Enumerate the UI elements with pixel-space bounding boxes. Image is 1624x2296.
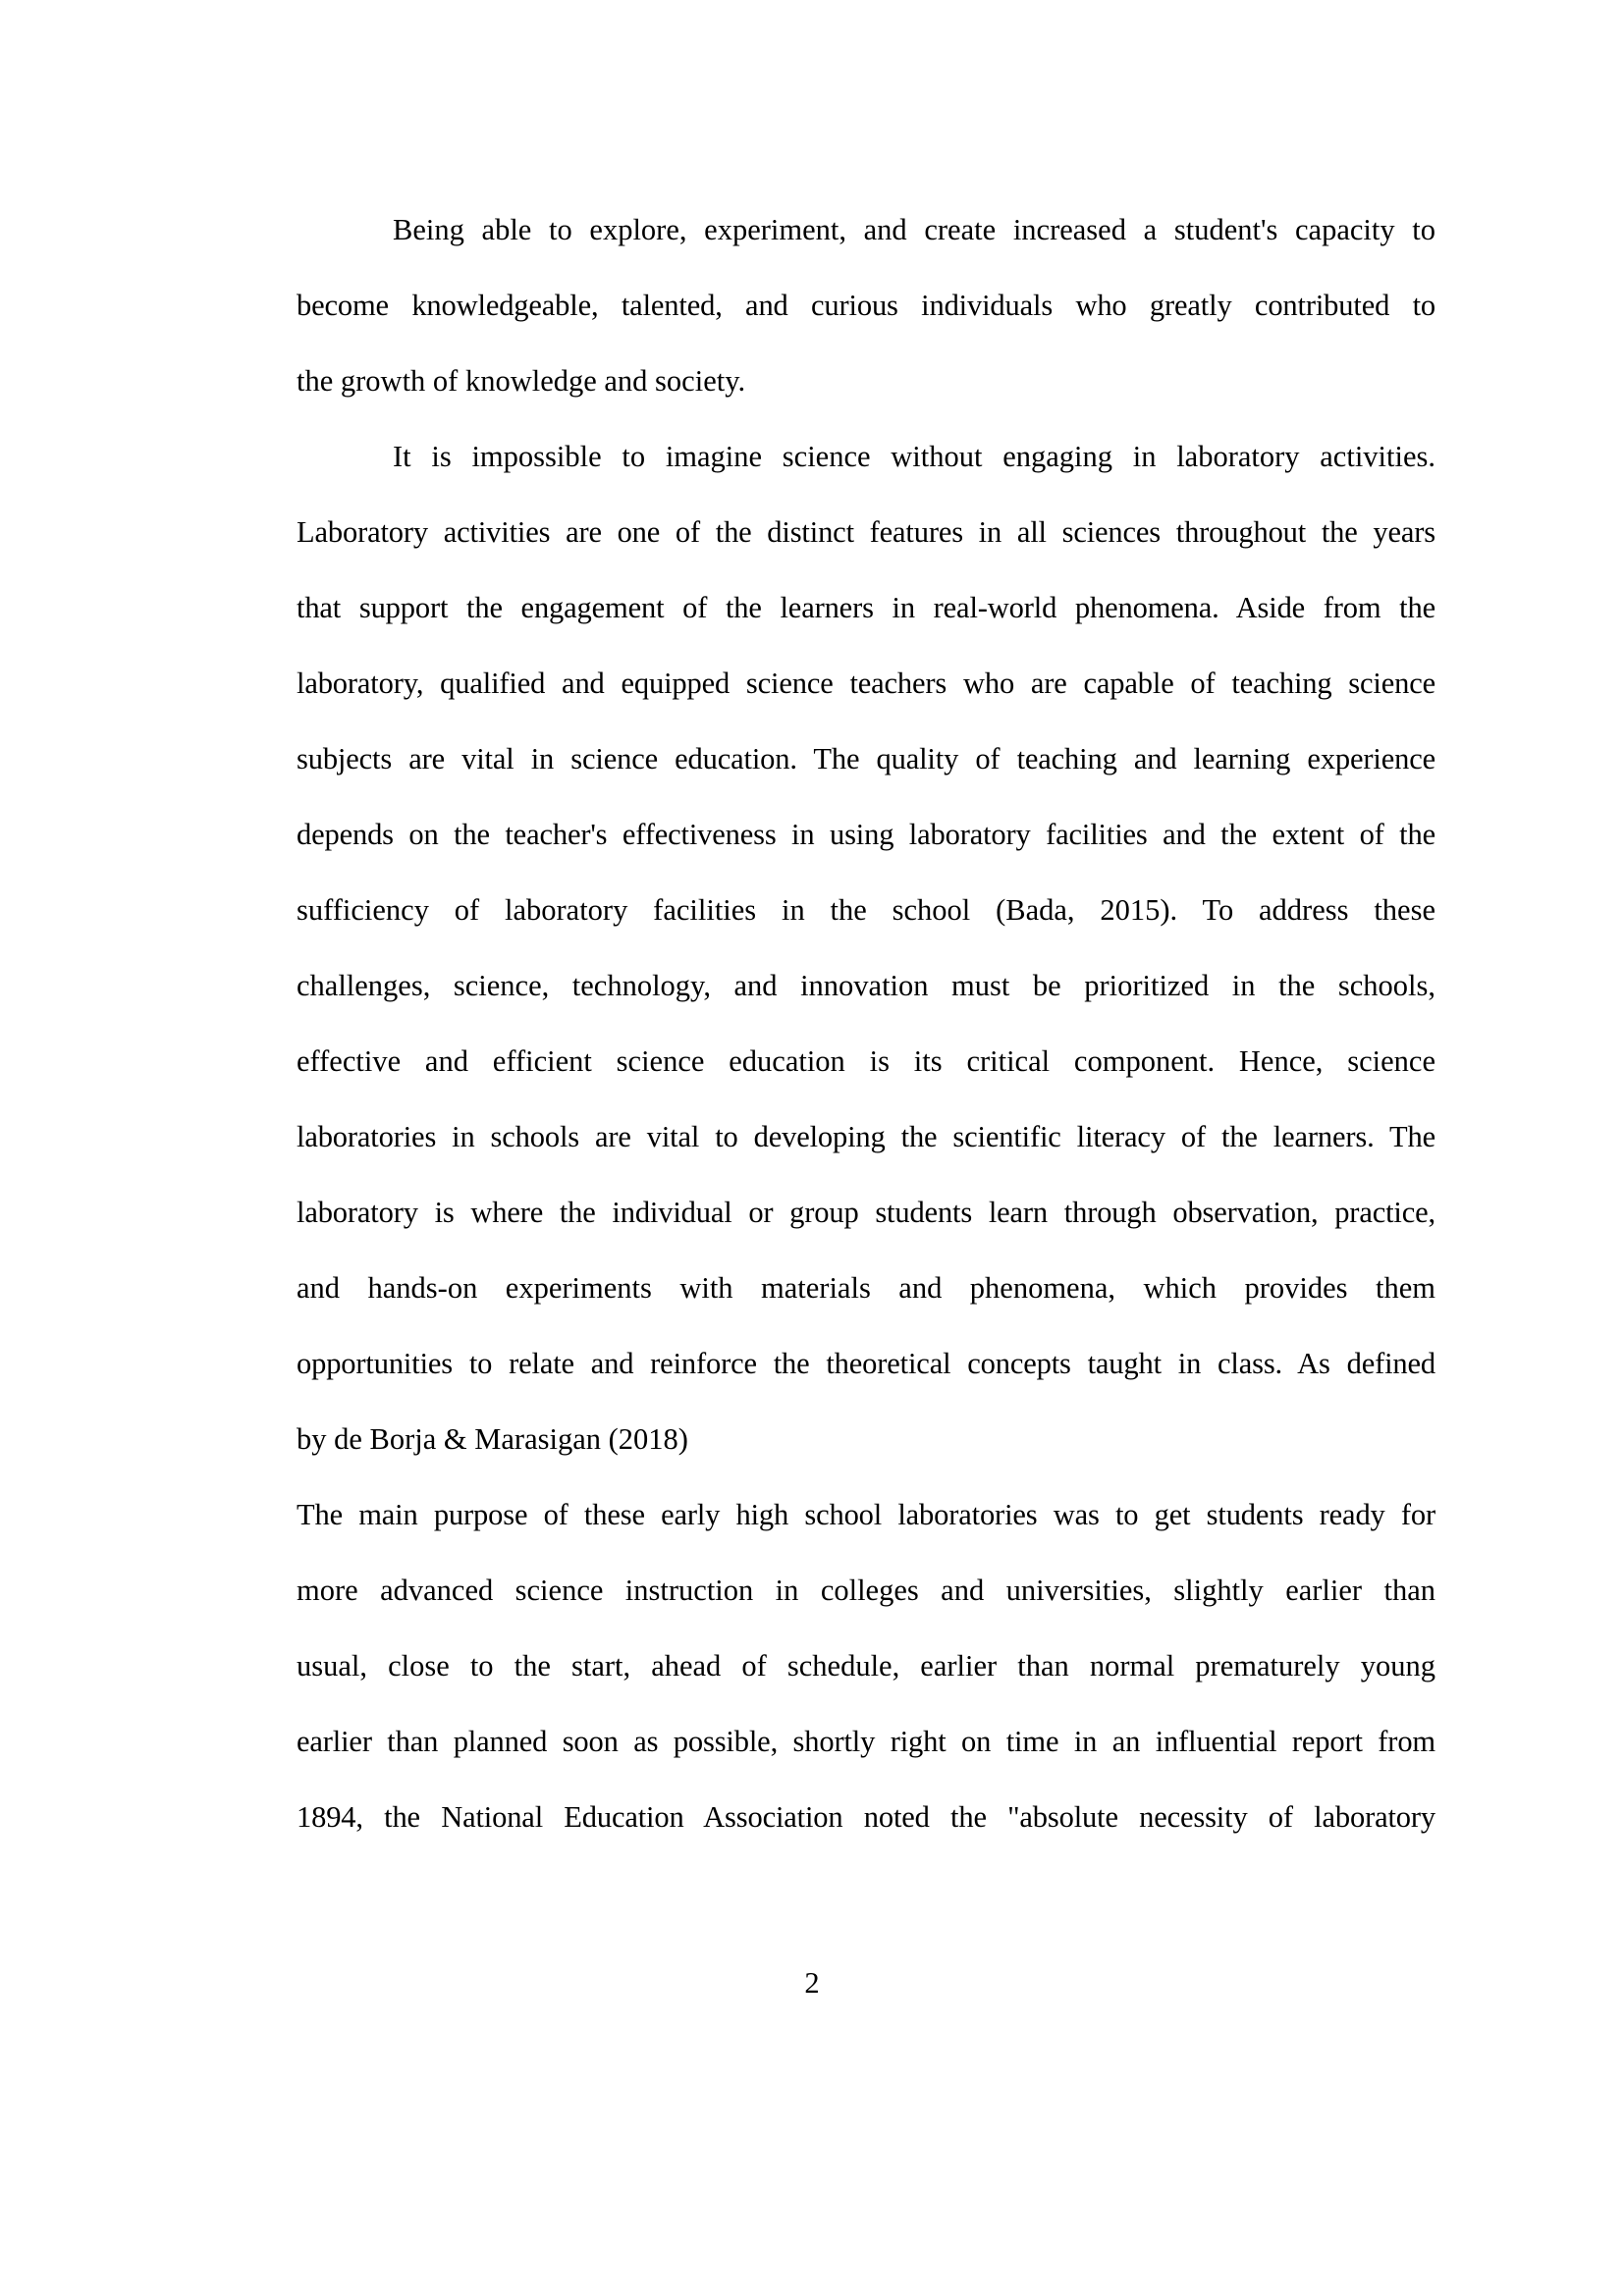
paragraph-1-line-1-text: Being able to explore, experiment, and create increased a student's capacity to [393, 213, 1435, 246]
paragraph-2-line-5 [297, 721, 1435, 797]
paragraph-1-line-3 [297, 344, 1435, 419]
paragraph-3-line-4 [297, 1704, 1435, 1780]
paragraph-2-line-9 [297, 1024, 1435, 1099]
paragraph-1-line-2 [297, 268, 1435, 344]
paragraph-1-line-2-text: become knowledgeable, talented, and curious individuals who greatly contributed to [297, 289, 1435, 322]
paragraph-2-line-8 [297, 948, 1435, 1024]
paragraph-2-line-4 [297, 646, 1435, 721]
paragraph-2-line-6 [297, 797, 1435, 873]
paragraph-2-line-2-text: Laboratory activities are one of the distinct features in all sciences throughout the years [297, 515, 1435, 549]
paragraph-2-line-14-text: by de Borja & Marasigan (2018) [297, 1422, 688, 1456]
paragraph-2-line-13-text: opportunities to relate and reinforce the theoretical concepts taught in class. As defined [297, 1347, 1435, 1380]
document-body-text-column [297, 192, 1435, 1855]
paragraph-3-line-5 [297, 1780, 1435, 1855]
paragraph-2-line-10 [297, 1099, 1435, 1175]
paragraph-2-line-7-text: sufficiency of laboratory facilities in the school (Bada, 2015). To address these [297, 893, 1435, 927]
paragraph-2-line-12-text: and hands-on experiments with materials and phenomena, which provides them [297, 1271, 1435, 1305]
paragraph-2-line-12 [297, 1251, 1435, 1326]
paragraph-2-line-6-text: depends on the teacher's effectiveness in using laboratory facilities and the extent of the [297, 818, 1435, 851]
paragraph-2-line-10-text: laboratories in schools are vital to developing the scientific literacy of the learners. The [297, 1120, 1435, 1153]
page-number: 2 [804, 1966, 820, 2000]
paragraph-3-line-4-text: earlier than planned soon as possible, shortly right on time in an influential report from [297, 1725, 1435, 1758]
paragraph-1 [297, 192, 1435, 419]
paragraph-2-line-4-text: laboratory, qualified and equipped science teachers who are capable of teaching science [297, 667, 1435, 700]
paragraph-2 [297, 419, 1435, 1477]
paragraph-3-line-2-text: more advanced science instruction in colleges and universities, slightly earlier than [297, 1574, 1435, 1607]
paragraph-2-line-9-text: effective and efficient science education is its critical component. Hence, science [297, 1044, 1435, 1078]
paragraph-2-line-14 [297, 1402, 1435, 1477]
paragraph-2-line-8-text: challenges, science, technology, and innovation must be prioritized in the schools, [297, 969, 1435, 1002]
paragraph-2-line-5-text: subjects are vital in science education. The quality of teaching and learning experience [297, 742, 1435, 775]
paragraph-2-line-1 [297, 419, 1435, 495]
paragraph-2-line-13 [297, 1326, 1435, 1402]
paragraph-2-line-11-text: laboratory is where the individual or group students learn through observation, practice, [297, 1196, 1435, 1229]
paragraph-1-line-3-text: the growth of knowledge and society. [297, 364, 746, 398]
paragraph-3-line-5-text: 1894, the National Education Association noted the "absolute necessity of laboratory [297, 1800, 1435, 1834]
paragraph-2-line-1-text: It is impossible to imagine science without engaging in laboratory activities. [393, 440, 1435, 473]
paragraph-3-line-1-text: The main purpose of these early high school laboratories was to get students ready for [297, 1498, 1435, 1531]
paragraph-2-line-3 [297, 570, 1435, 646]
paragraph-3-line-3 [297, 1629, 1435, 1704]
paragraph-2-line-11 [297, 1175, 1435, 1251]
paragraph-3 [297, 1477, 1435, 1855]
paragraph-2-line-3-text: that support the engagement of the learners in real-world phenomena. Aside from the [297, 591, 1435, 624]
paragraph-2-line-2 [297, 495, 1435, 570]
paragraph-3-line-1 [297, 1477, 1435, 1553]
paragraph-2-line-7 [297, 873, 1435, 948]
paragraph-1-line-1 [297, 192, 1435, 268]
paragraph-3-line-2 [297, 1553, 1435, 1629]
paragraph-3-line-3-text: usual, close to the start, ahead of schedule, earlier than normal prematurely young [297, 1649, 1435, 1682]
